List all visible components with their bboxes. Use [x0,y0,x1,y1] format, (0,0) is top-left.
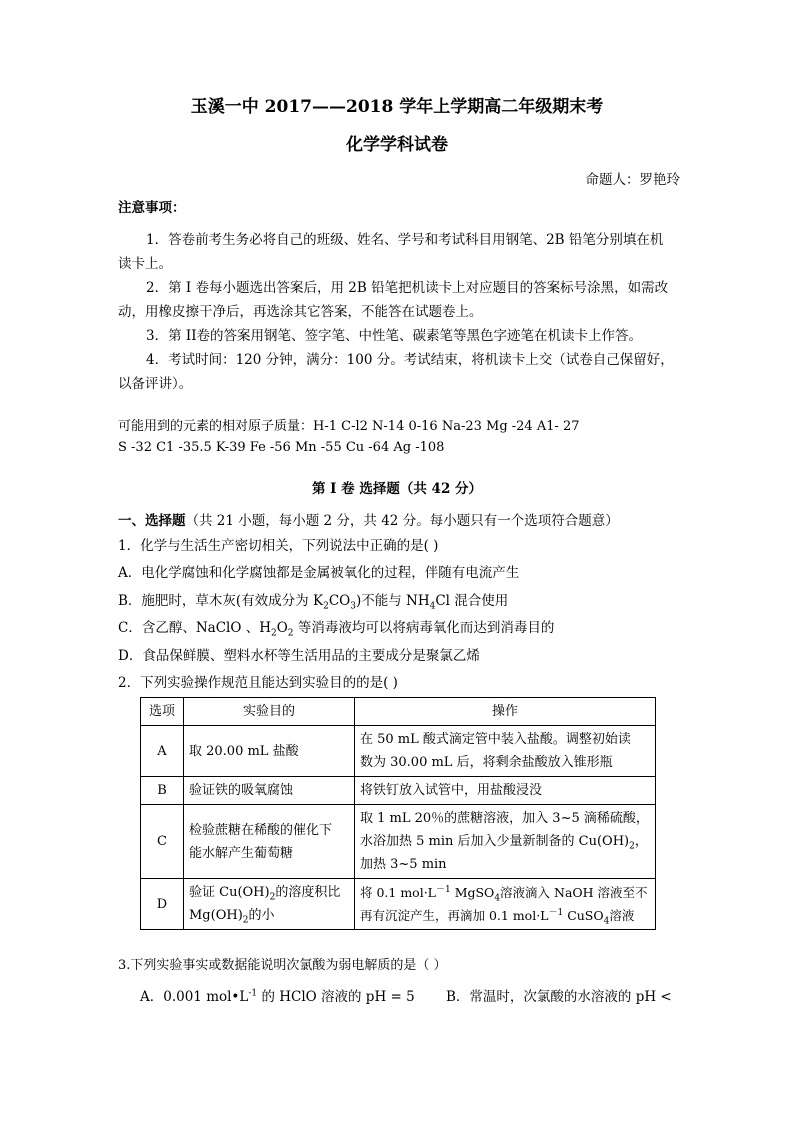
row-c-operation: 取 1 mL 20％的蔗糖溶液，加入 3~5 滴稀硫酸， 水浴加热 5 min 后加入少量新制备的 $Cu(OH)_2$， 加热 3~5 min [355,805,656,879]
section-heading [118,511,619,531]
author-line: 命题人：罗艳玲 [585,172,680,188]
table-row [141,805,656,879]
row-c-option: C [141,805,184,879]
col-header-goal: 实验目的 [184,698,355,726]
section-title: 第 I 卷 选择题（共 42 分） [311,481,483,497]
row-a-goal: 取 20.00 mL 盐酸 [184,726,355,777]
table-row [141,879,656,930]
col-header-operation: 操作 [355,698,656,726]
q1-option-c: C．含乙醇、NaClO 、$H_2O_2$ 等消毒液均可以将病毒氧化而达到消毒目的 [118,620,555,639]
col-header-option: 选项 [141,698,184,726]
q3-stem: 3.下列实验事实或数据能说明次氯酸为弱电解质的是（ ） [118,958,447,973]
q1-option-b: B．施肥时，草木灰(有效成分为 $K_2CO_3$)不能与 $NH_4Cl$ 混合使用 [118,593,509,612]
row-a-option: A [141,726,184,777]
q2-table [140,697,656,930]
section-heading-desc: （共 21 小题，每小题 2 分，共 42 分。每小题只有一个选项符合题意） [185,513,619,529]
table-header-row [141,698,656,726]
table-row [141,777,656,805]
notes-heading: 注意事项： [118,200,186,216]
row-a-operation: 在 50 mL 酸式滴定管中装入盐酸。调整初始读 数为 30.00 mL 后，将剩余盐酸放入锥形瓶 [355,726,656,777]
table-row [141,726,656,777]
note-3: 3．第 II卷的答案用钢笔、签字笔、中性笔、碳素笔等黑色字迹笔在机读卡上作答。 [146,328,643,344]
q1-option-a: A．电化学腐蚀和化学腐蚀都是金属被氧化的过程，伴随有电流产生 [118,565,520,581]
row-d-operation: 将 0.1 $mol\cdot L^{-1}$ MgSO$_4$溶液滴入 NaOH 溶液至不 再有沉淀产生，再滴加 0.1 $mol\cdot L^{-1}$ CuSO$_4$溶液 [355,879,656,930]
q3-option-a: A．0.001 $mol•L^{-1}$ 的 HClO 溶液的 pH = 5 [140,988,415,1005]
note-4-line-2: 以备评讲）。 [118,376,193,392]
q2-stem: 2．下列实验操作规范且能达到实验目的的是( ) [118,675,398,691]
row-d-goal: 验证 $Cu(OH)_2$的溶度积比 $Mg(OH)_2$的小 [184,879,355,930]
row-c-goal: 检验蔗糖在稀酸的催化下 能水解产生葡萄糖 [184,805,355,879]
row-b-option: B [141,777,184,805]
atomic-masses-line-2: S -32 C1 -35.5 K-39 Fe -56 Mn -55 Cu -64 Ag -108 [118,440,445,455]
note-1-line-1: 1．答卷前考生务必将自己的班级、姓名、学号和考试科目用钢笔、2B 铅笔分别填在机 [146,232,664,248]
atomic-masses-line-1: 可能用到的元素的相对原子质量：H-1 C-l2 N-14 0-16 Na-23 Mg -24 A1- 27 [118,419,580,434]
note-4-line-1: 4．考试时间：120 分钟，满分：100 分。考试结束，将机读卡上交（试卷自己保留好， [146,352,674,368]
exam-title: 玉溪一中 2017——2018 学年上学期高二年级期末考 [190,97,604,117]
row-d-option: D [141,879,184,930]
note-1-line-2: 读卡上。 [118,256,172,272]
q1-stem: 1．化学与生活生产密切相关，下列说法中正确的是( ) [118,538,439,554]
q1-option-d: D．食品保鲜膜、塑料水杯等生活用品的主要成分是聚氯乙烯 [118,648,480,664]
note-2-line-2: 动，用橡皮擦干净后，再选涂其它答案，不能答在试题卷上。 [118,304,483,320]
section-heading-label: 一、选择题 [118,513,186,529]
note-2-line-1: 2．第 I 卷每小题选出答案后，用 2B 铅笔把机读卡上对应题目的答案标号涂黑，如需改 [146,280,669,296]
q3-option-b: B．常温时，次氯酸的水溶液的 pH < [446,989,672,1005]
exam-subtitle: 化学学科试卷 [346,135,448,155]
row-b-operation: 将铁钉放入试管中，用盐酸浸没 [355,777,656,805]
row-b-goal: 验证铁的吸氧腐蚀 [184,777,355,805]
